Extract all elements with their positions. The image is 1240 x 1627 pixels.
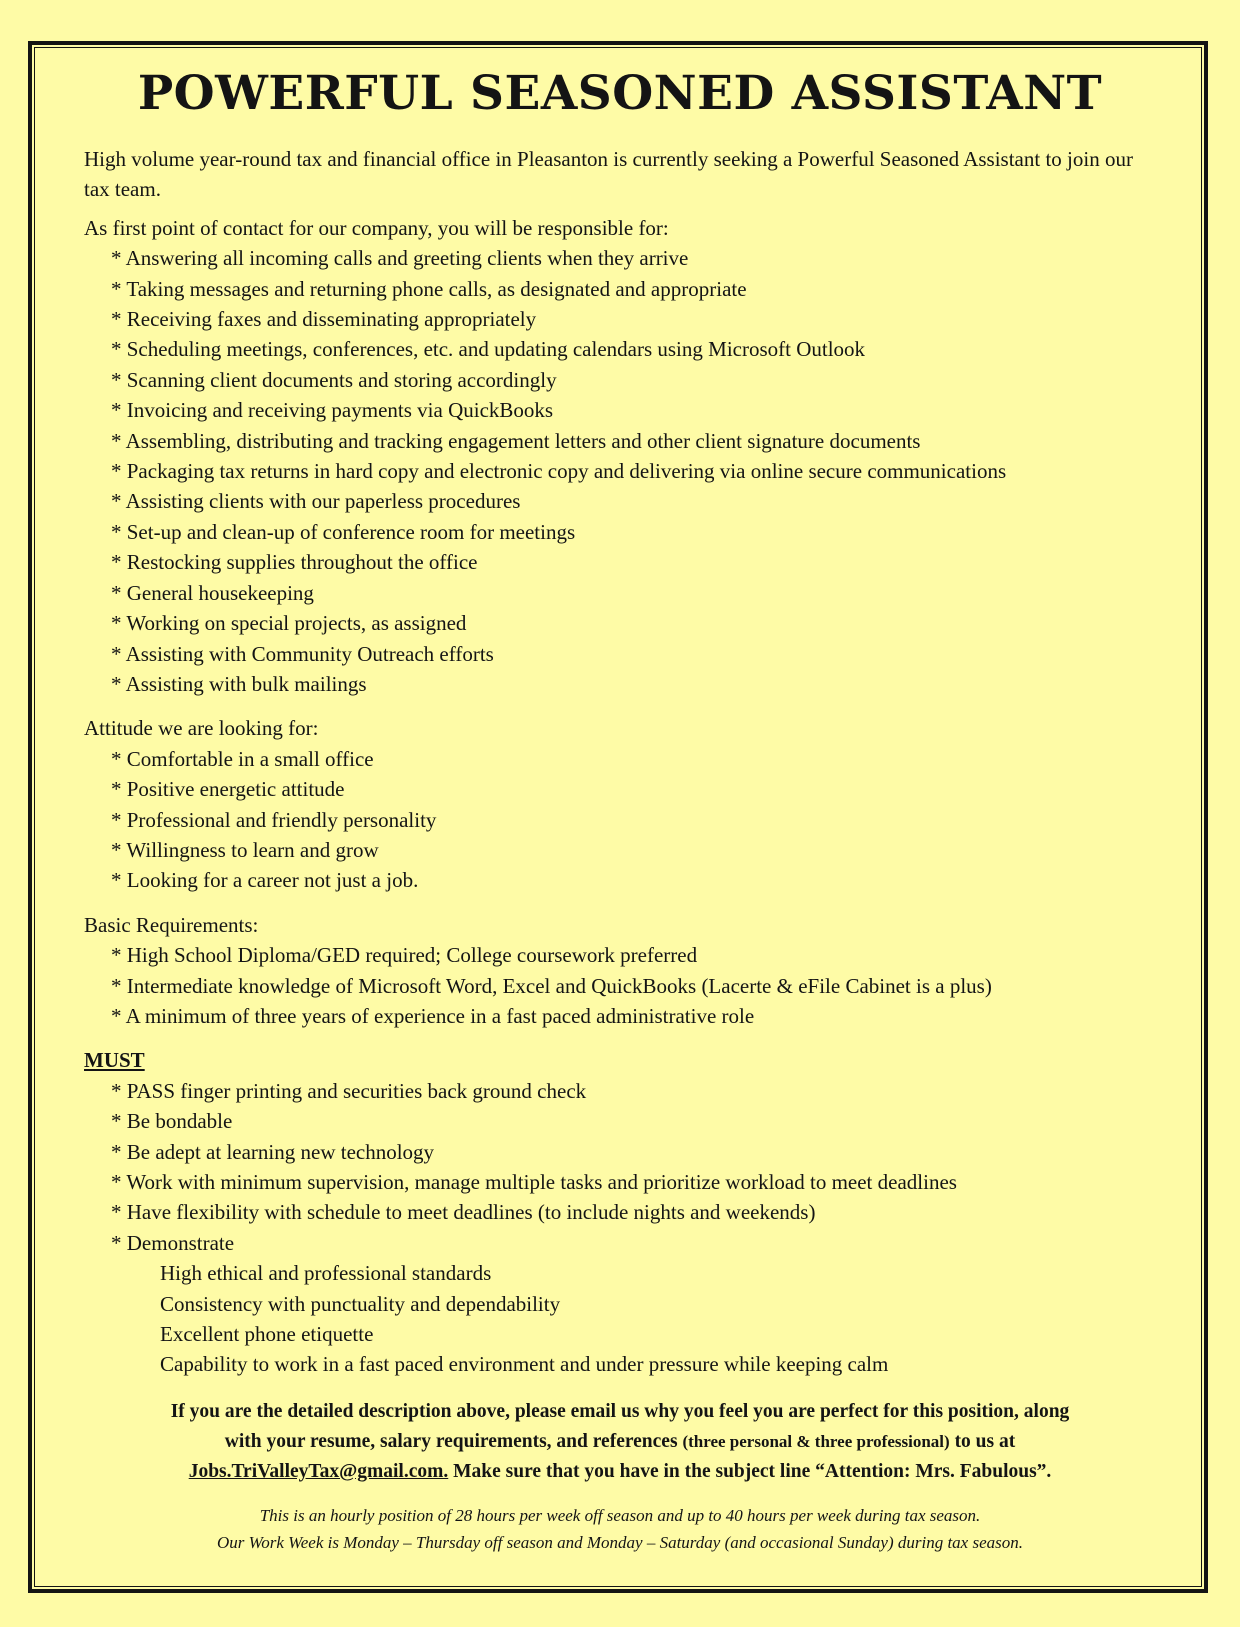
requirements-list	[84, 940, 1160, 1031]
intro-paragraph: High volume year-round tax and financial office in Pleasanton is currently seeking a Powerful Seasoned Assistant to join our tax team.	[84, 147, 1133, 202]
schedule-footnote	[60, 1502, 1180, 1556]
responsibility-item: * Receiving faxes and disseminating appropriately	[111, 304, 1160, 334]
responsibility-item: * Assembling, distributing and tracking engagement letters and other client signature documents	[111, 426, 1160, 456]
attitude-list	[84, 744, 1160, 896]
attitude-item: * Willingness to learn and grow	[111, 835, 1160, 865]
requirements-lead: Basic Requirements:	[84, 912, 259, 937]
responsibility-item: * Answering all incoming calls and greeting clients when they arrive	[111, 243, 1160, 273]
footnote-line-1: This is an hourly position of 28 hours per week off season and up to 40 hours per week during tax season.	[259, 1506, 981, 1525]
responsibility-item: * Taking messages and returning phone calls, as designated and appropriate	[111, 274, 1160, 304]
must-item: * Be adept at learning new technology	[111, 1137, 1160, 1167]
requirement-item: * High School Diploma/GED required; College coursework preferred	[111, 940, 1160, 970]
responsibilities-list	[84, 243, 1160, 699]
demonstrate-item: Consistency with punctuality and dependability	[160, 1291, 561, 1316]
responsibility-item: * Scanning client documents and storing accordingly	[111, 365, 1160, 395]
cta-line-2a: with your resume, salary requirements, and references	[224, 1431, 678, 1452]
responsibility-item: * Set-up and clean-up of conference room for meetings	[111, 517, 1160, 547]
cta-line-3: Make sure that you have in the subject line “Attention: Mrs. Fabulous”.	[453, 1461, 1052, 1482]
requirement-item: * Intermediate knowledge of Microsoft Word, Excel and QuickBooks (Lacerte & eFile Cabinet is a plus)	[111, 971, 1160, 1001]
responsibility-item: * Assisting with bulk mailings	[111, 669, 1160, 699]
cta-line-1: If you are the detailed description above, please email us why you feel you are perfect for this position, along	[170, 1401, 1070, 1422]
page-title: POWERFUL SEASONED ASSISTANT	[137, 66, 1103, 121]
attitude-lead: Attitude we are looking for:	[84, 716, 319, 741]
responsibility-item: * Packaging tax returns in hard copy and electronic copy and delivering via online secure communications	[111, 456, 1160, 486]
cta-references-note: (three personal & three professional)	[682, 1432, 950, 1451]
requirement-item: * A minimum of three years of experience in a fast paced administrative role	[111, 1001, 1160, 1031]
attitude-item: * Positive energetic attitude	[111, 774, 1160, 804]
job-description	[84, 144, 1160, 1380]
cta-line-2b: to us at	[954, 1431, 1016, 1452]
must-item: * Work with minimum supervision, manage multiple tasks and prioritize workload to meet deadlines	[111, 1167, 1160, 1197]
email-link[interactable]: Jobs.TriValleyTax@gmail.com.	[188, 1461, 449, 1482]
responsibility-item: * Assisting with Community Outreach efforts	[111, 639, 1160, 669]
responsibility-item: * Assisting clients with our paperless procedures	[111, 486, 1160, 516]
attitude-item: * Professional and friendly personality	[111, 805, 1160, 835]
must-item: * Be bondable	[111, 1106, 1160, 1136]
attitude-item: * Looking for a career not just a job.	[111, 865, 1160, 895]
call-to-action	[60, 1397, 1180, 1487]
attitude-item: * Comfortable in a small office	[111, 744, 1160, 774]
demonstrate-item: Excellent phone etiquette	[160, 1322, 374, 1347]
must-item: * Demonstrate	[111, 1228, 1160, 1258]
demonstrate-list	[84, 1258, 1160, 1380]
responsibility-item: * General housekeeping	[111, 578, 1160, 608]
responsibility-item: * Invoicing and receiving payments via QuickBooks	[111, 395, 1160, 425]
demonstrate-item: Capability to work in a fast paced environment and under pressure while keeping calm	[160, 1352, 889, 1377]
responsibility-item: * Working on special projects, as assigned	[111, 608, 1160, 638]
responsibilities-lead: As first point of contact for our company, you will be responsible for:	[84, 215, 669, 240]
must-list	[84, 1076, 1160, 1258]
must-item: * Have flexibility with schedule to meet deadlines (to include nights and weekends)	[111, 1197, 1160, 1227]
demonstrate-item: High ethical and professional standards	[160, 1261, 492, 1286]
responsibility-item: * Scheduling meetings, conferences, etc. and updating calendars using Microsoft Outlook	[111, 334, 1160, 364]
responsibility-item: * Restocking supplies throughout the office	[111, 547, 1160, 577]
footnote-line-2: Our Work Week is Monday – Thursday off season and Monday – Saturday (and occasional Sunday) during tax season.	[216, 1533, 1023, 1552]
must-item: * PASS finger printing and securities back ground check	[111, 1076, 1160, 1106]
must-heading: MUST	[84, 1048, 145, 1073]
